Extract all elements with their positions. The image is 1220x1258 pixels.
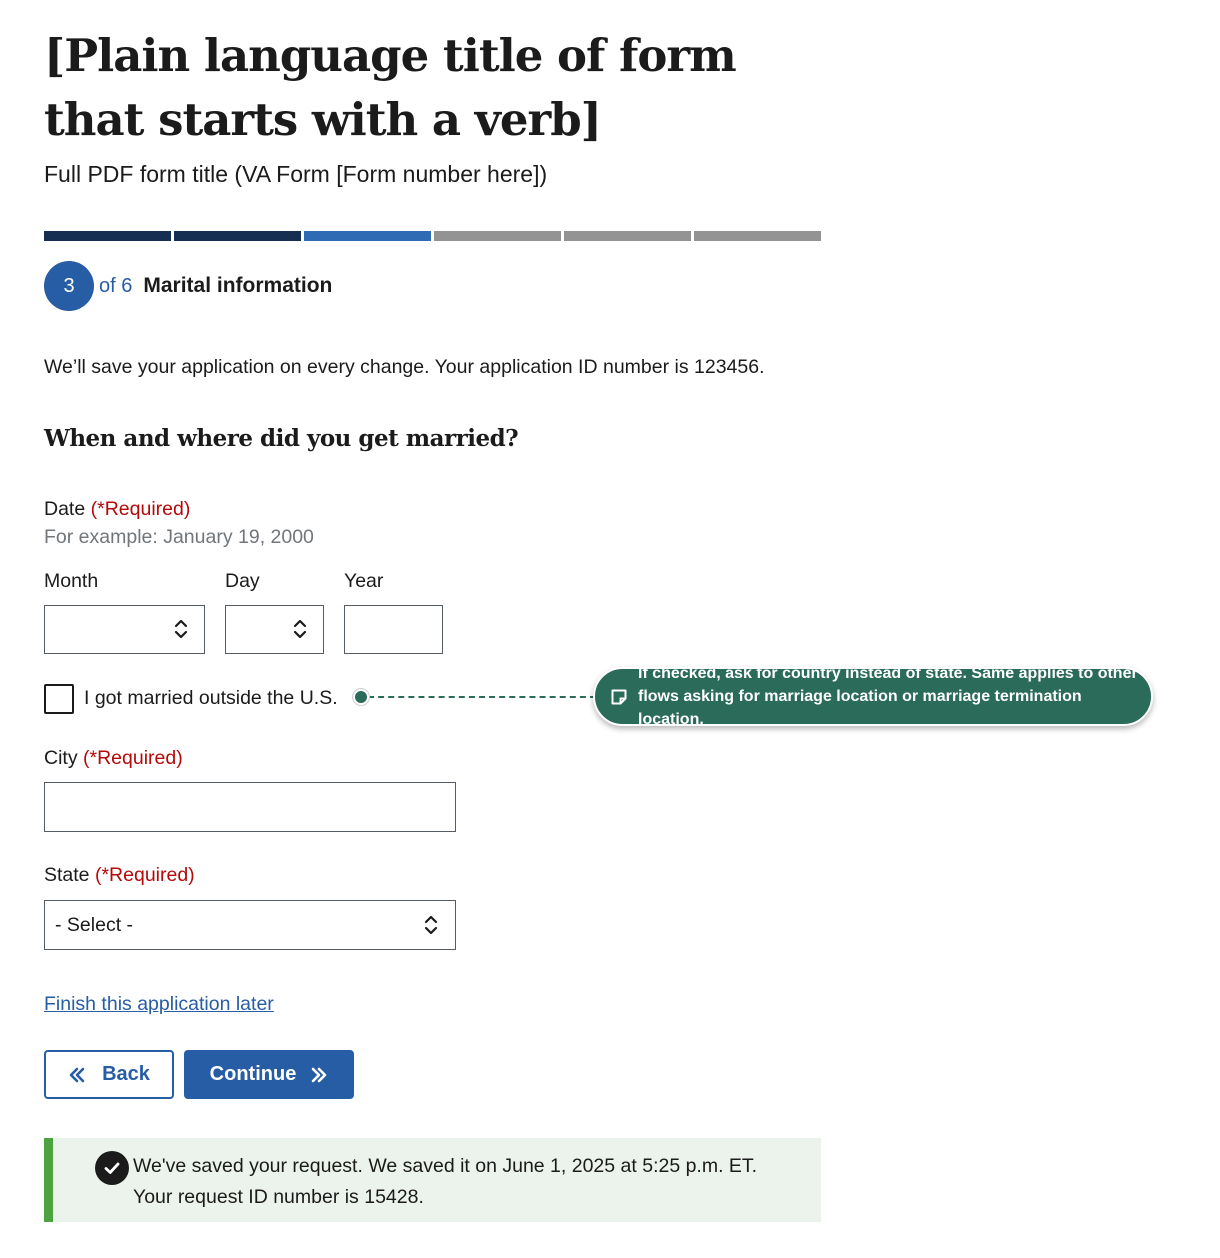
- annotation-text: [638, 662, 1151, 731]
- outside-us-label[interactable]: I got married outside the U.S.: [84, 687, 338, 709]
- date-label-text: Date: [44, 498, 86, 520]
- note-icon: [609, 687, 629, 707]
- step-number-badge: 3: [44, 261, 94, 311]
- date-label: [44, 496, 190, 522]
- check-circle-icon: [95, 1151, 129, 1185]
- date-hint: For example: January 19, 2000: [44, 526, 314, 548]
- double-chevron-right-icon: [310, 1066, 328, 1084]
- day-label: Day: [225, 570, 260, 592]
- step-indicator: [44, 261, 332, 311]
- chevron-up-down-icon: [174, 617, 188, 641]
- progress-segment: [434, 231, 561, 241]
- autosave-note: We’ll save your application on every change. Your application ID number is 123456.: [44, 356, 765, 378]
- continue-button[interactable]: [184, 1050, 354, 1099]
- annotation-text-line: flows asking for marriage location or marriage termination location.: [638, 688, 1082, 728]
- form-subtitle: Full PDF form title (VA Form [Form number here]): [44, 161, 548, 187]
- progress-segment: [564, 231, 691, 241]
- alert-line: Your request ID number is 15428.: [133, 1186, 424, 1208]
- progress-segment: [44, 231, 171, 241]
- back-button-label: Back: [102, 1063, 150, 1085]
- alert-line: We've saved your request. We saved it on June 1, 2025 at 5:25 p.m. ET.: [133, 1155, 758, 1177]
- progress-segment-current: [304, 231, 431, 241]
- required-marker: (*Required): [90, 498, 191, 520]
- year-label: Year: [344, 570, 384, 592]
- step-name: Marital information: [143, 274, 333, 297]
- success-alert: [44, 1138, 821, 1222]
- city-input[interactable]: [44, 782, 456, 832]
- year-input[interactable]: [344, 605, 443, 654]
- month-select[interactable]: [44, 605, 205, 654]
- progress-segment: [694, 231, 821, 241]
- state-select[interactable]: [44, 900, 456, 950]
- page-title: [Plain language title of form that starts with a verb]: [44, 29, 736, 146]
- city-label: [44, 745, 183, 771]
- month-label: Month: [44, 570, 99, 592]
- annotation-anchor-dot: [353, 689, 369, 705]
- required-marker: (*Required): [94, 864, 195, 886]
- progress-segment: [174, 231, 301, 241]
- finish-later-link[interactable]: Finish this application later: [44, 993, 274, 1015]
- step-of-total: of 6: [99, 274, 133, 297]
- state-label: [44, 862, 195, 888]
- city-label-text: City: [44, 747, 78, 769]
- segmented-progress-bar: [44, 231, 821, 241]
- back-button[interactable]: [44, 1050, 174, 1099]
- chevron-up-down-icon: [424, 913, 438, 937]
- double-chevron-left-icon: [68, 1066, 86, 1084]
- annotation-connector-line: [368, 696, 596, 698]
- day-select[interactable]: [225, 605, 324, 654]
- question-heading: When and where did you get married?: [44, 425, 519, 452]
- state-select-value: - Select -: [55, 914, 134, 936]
- required-marker: (*Required): [83, 747, 183, 769]
- continue-button-label: Continue: [209, 1063, 297, 1085]
- annotation-callout: [593, 667, 1153, 726]
- state-label-text: State: [44, 864, 90, 886]
- annotation-text-line: If checked, ask for country instead of state. Same applies to other: [638, 665, 1138, 682]
- outside-us-checkbox[interactable]: [44, 684, 74, 714]
- chevron-up-down-icon: [293, 617, 307, 641]
- alert-message: [133, 1151, 757, 1213]
